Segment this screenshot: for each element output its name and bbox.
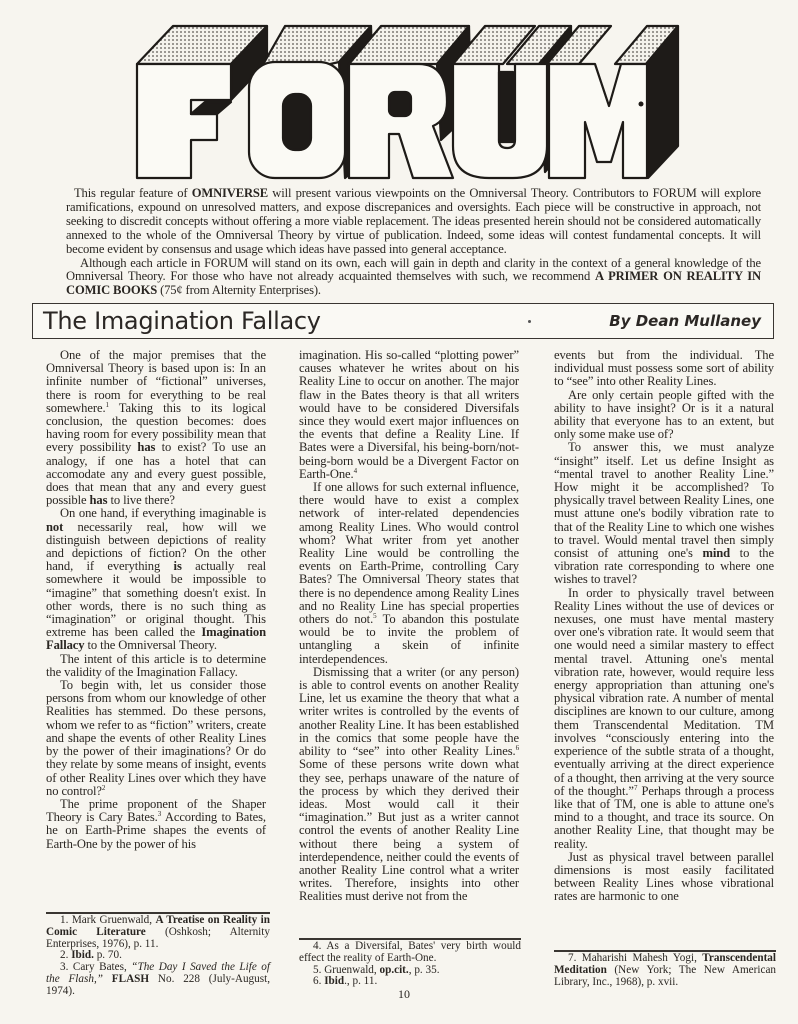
footnote bbox=[554, 953, 776, 988]
text-run: In order to physically travel between Reality Lines without the use of devices or nexuses, one must have mental mastery over one's vibration rate. It would seem that one would need a similar mastery to effect mental travel. Attuning one's mental vibration rate, however, would require less energy appropriation than attuning one's physical vibration rate. A number of mental disciplines are known to our culture, among them Transcendental Meditation. TM involves “consciously entering into the experience of the subtle strata of a thought, eventually arriving at the direct experience of a thought, then arriving at the very source of the thought.” bbox=[554, 585, 774, 798]
text-run: Dismissing that a writer (or any person) is able to control events on another Reality Line, let us examine the theory that what a writer writes is controlled by the events of another Reality Line. It has been established in the comics that some people have the ability to “see” into other Reality Lines. bbox=[299, 664, 519, 759]
footnotes-column-3 bbox=[554, 953, 776, 988]
text-run: Just as physical travel between parallel dimensions is most easily facilitated between Reality Lines whose vibrational rates are harmonic to one bbox=[554, 849, 774, 904]
text-run: will present various viewpoints on the Omniversal Theory. Contributors to FORUM will explore ramifications, expound on unresolved matters, and expose discrepanices and oversights. Each piece will be constructive in approach, not seeking to discredit concepts without offering a more viable replacement. The ideas presented herein should not be considered automatically annexed to the whole of the Omniversal Theory by virtue of publication. Indeed, some ideas will contest fundamental concepts. It will become evident by consensus and usage which ideas have passed into general acceptance. bbox=[66, 186, 761, 256]
article-title: The Imagination Fallacy bbox=[43, 307, 321, 335]
text-run: 4. As a Diversifal, Bates' very birth would effect the reality of Earth-One. bbox=[299, 940, 521, 964]
text-run: 5. Gruenwald, bbox=[313, 963, 380, 976]
text-run: 7. Maharishi Mahesh Yogi, bbox=[568, 952, 703, 964]
text-run: 2. bbox=[60, 949, 72, 962]
text-run: No. 228 (July-August, 1974). bbox=[46, 972, 270, 997]
text-run: (Oshkosh; Alternity Enterprises, 1976), p. 11. bbox=[46, 925, 270, 950]
bold-text: is bbox=[173, 559, 182, 574]
article-paragraph bbox=[46, 507, 266, 652]
article-paragraph bbox=[299, 349, 519, 481]
text-run: (New York; The New American Library, Inc., 1968), p. xvii. bbox=[554, 963, 776, 988]
text-run: This regular feature of bbox=[74, 186, 192, 200]
bold-text: Imagination Fallacy bbox=[46, 625, 266, 653]
article-paragraph bbox=[46, 679, 266, 798]
text-run: (75¢ from Alternity Enterprises). bbox=[157, 283, 321, 298]
footnote bbox=[299, 976, 521, 988]
article-paragraph bbox=[554, 441, 774, 586]
article-paragraph bbox=[299, 481, 519, 666]
article-byline: By Dean Mullaney bbox=[609, 312, 761, 330]
print-speck bbox=[528, 320, 531, 323]
page-number: 10 bbox=[398, 987, 410, 1001]
text-run: to exist? To use an analogy, if one has a hotel that can accomodate any and every guest possible, does that mean that any and every guest possible bbox=[46, 440, 266, 508]
bold-text: Ibid bbox=[324, 975, 345, 988]
text-run: , p. 35. bbox=[408, 963, 440, 976]
footnote-ref: 4 bbox=[353, 466, 358, 475]
article-column-2 bbox=[299, 349, 519, 904]
bold-text: A Treatise on Reality in Comic Literature bbox=[46, 914, 271, 938]
text-run: On one hand, if everything imaginable is bbox=[60, 506, 266, 521]
article-paragraph bbox=[554, 587, 774, 851]
text-run bbox=[103, 973, 112, 985]
article-paragraph bbox=[554, 389, 774, 442]
text-run: imagination. His so-called “plotting power” causes whatever he writes about on his Reality Line to occur on another. The major flaw in the Bates theory is that all writers would have to be considered Diversifals since they would exert major influences on the events that define a Reality Line. If Bates were a Diversifal, his being-born/not-being-born would be a Divergent Factor on Earth-One. bbox=[299, 348, 519, 481]
article-paragraph bbox=[46, 798, 266, 851]
bold-text: A PRIMER ON REALITY IN COMIC BOOKS bbox=[66, 269, 761, 298]
text-run: To begin with, let us consider those persons from whom our knowledge of other Realities has stemmed. Do these persons, whom we refer to as “fiction” writers, create and shape the events of other Reality Lines by the power of their imaginations? Or do they relate by some means of insight, events of other Reality Lines over which they have no control? bbox=[46, 678, 266, 798]
text-run: ., p. 11. bbox=[344, 975, 378, 988]
text-run: To answer this, we must analyze “insight” itself. Let us define Insight as “mental travel to another Reality Line.” How might it be accomplished? To physically travel between Reality Lines, one must attune one's bodily vibration rate to that of the Reality Line to which one wishes to travel. Would mental travel then simply consist of attuning one's bbox=[554, 440, 774, 561]
bold-text: OMNIVERSE bbox=[191, 186, 269, 200]
bold-text: op.cit. bbox=[379, 963, 409, 976]
text-run: If one allows for such external influence, there would have to exist a complex network of inter-related dependencies among Reality Lines. Who would control whom? What writer from yet another Reality Line would be controlling the events on Earth-Prime, controlling Cary Bates? The Omniversal Theory states that there is no dependence among Reality Lines and no Reality Line has special properties others do not. bbox=[299, 480, 519, 627]
article-paragraph bbox=[46, 653, 266, 679]
footnote bbox=[46, 962, 270, 997]
article-paragraph bbox=[46, 349, 266, 507]
text-run: One of the major premises that the Omniversal Theory is based upon is: In an infinite number of “fictional” universes, there is room for everything to be real somewhere. bbox=[46, 348, 266, 415]
text-run: Are only certain people gifted with the ability to have insight? Or is it a natural ability that everyone has to an extent, but only some make use of? bbox=[554, 387, 774, 442]
bold-text: FLASH bbox=[111, 972, 150, 985]
text-run: The intent of this article is to determine the validity of the Imagination Fallacy. bbox=[46, 651, 266, 679]
article-column-3 bbox=[554, 349, 774, 904]
footnote-ref: 5 bbox=[373, 611, 377, 620]
forum-intro bbox=[66, 187, 761, 298]
footnotes-column-1 bbox=[46, 915, 270, 998]
logo-letter-m bbox=[547, 26, 678, 178]
intro-paragraph bbox=[66, 257, 761, 299]
forum-logo bbox=[135, 22, 680, 182]
footnote bbox=[46, 915, 270, 950]
text-run: necessarily real, how will we distinguish between depictions of reality and depictions of fiction? On the other hand, if everything bbox=[46, 519, 266, 574]
italic-text: “The Day I Saved the Life of the Flash,” bbox=[46, 961, 270, 985]
text-run: to the vibration rate corresponding to where one wishes to travel? bbox=[554, 546, 774, 587]
text-run: to the Omniversal Theory. bbox=[84, 638, 217, 653]
logo-mark bbox=[639, 102, 644, 107]
text-run: Although each article in FORUM will stand on its own, each will gain in depth and clarity in the context of a general knowledge of the Omniversal Theory. For those who have not already acquainted themselves with such, we recommend bbox=[66, 255, 761, 284]
bold-text: Transcendental Meditation bbox=[554, 952, 776, 976]
logo-letter-f bbox=[137, 26, 267, 178]
text-run: events but from the individual. The individual must possess some sort of ability to “see” into other Reality Lines. bbox=[554, 348, 774, 389]
footnote-ref: 3 bbox=[157, 809, 162, 818]
article-paragraph bbox=[554, 349, 774, 389]
text-run: 1. Mark Gruenwald, bbox=[60, 914, 156, 926]
text-run: 3. Cary Bates, bbox=[60, 961, 132, 974]
article-title-box bbox=[32, 303, 774, 339]
text-run: actually real somewhere it would be impossible to “imagine” that something doesn't exist. In other words, there is no such thing as “imagination” or original thought. This extreme has been called the bbox=[46, 559, 266, 640]
bold-text: not bbox=[46, 519, 64, 534]
text-run: Perhaps through a process like that of TM, one is able to attune one's mind to a thought, and trace its source. On another Reality Line, that thought may be reality. bbox=[554, 783, 775, 851]
text-run: Taking this to its logical conclusion, the question becomes: does having room for every possibility mean that every possibility bbox=[46, 400, 266, 455]
intro-paragraph bbox=[66, 187, 761, 257]
article-paragraph bbox=[554, 851, 774, 904]
footnote-ref: 6 bbox=[515, 743, 519, 752]
text-run: According to Bates, he on Earth-Prime shapes the events of Earth-One by the power of his bbox=[46, 810, 266, 851]
text-run: To abandon this postulate would be to invite the problem of untangling a skein of infinite interdependences. bbox=[299, 612, 519, 666]
article-column-1 bbox=[46, 349, 266, 851]
bold-text: has bbox=[137, 440, 156, 455]
bold-text: mind bbox=[702, 546, 731, 561]
footnote bbox=[299, 941, 521, 965]
footnotes-column-2 bbox=[299, 941, 521, 988]
article-paragraph bbox=[299, 666, 519, 904]
bold-text: Ibid. bbox=[71, 949, 94, 962]
text-run: to live there? bbox=[107, 493, 175, 508]
text-run: The prime proponent of the Shaper Theory is Cary Bates. bbox=[46, 796, 266, 825]
footnote-ref: 7 bbox=[633, 783, 638, 792]
bold-text: has bbox=[89, 493, 108, 508]
footnote-ref: 1 bbox=[105, 400, 109, 409]
text-run: 6. bbox=[313, 975, 325, 988]
text-run: Some of these persons write down what they see, perhaps unaware of the nature of the process by which they derived their ideas. Most would call it their “imagination.” But just as a writer cannot control the events of another Reality Line without there being a system of interdependence, neither could the events of another Reality Line control what a writer writes. Therefore, insights into other Realities must derive not from the bbox=[299, 757, 519, 904]
text-run: p. 70. bbox=[93, 949, 122, 962]
footnote-ref: 2 bbox=[101, 783, 106, 792]
